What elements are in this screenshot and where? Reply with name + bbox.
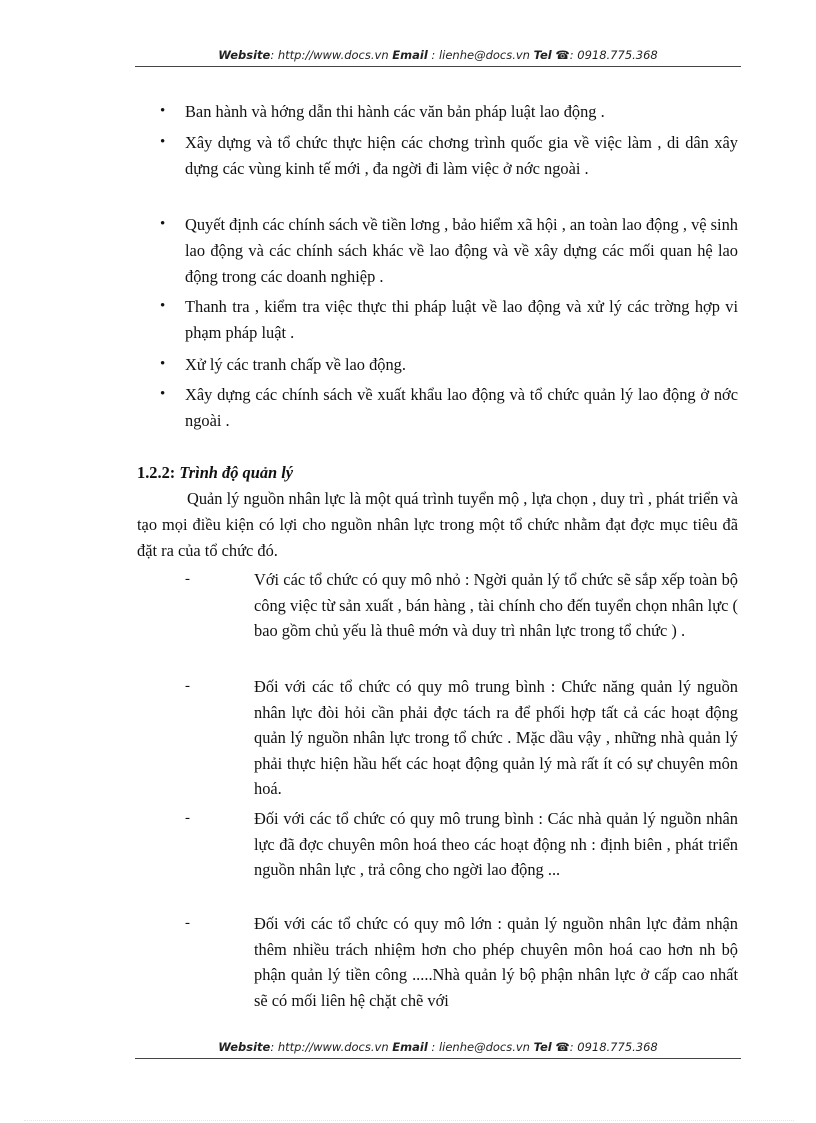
dash-item: Với các tổ chức có quy mô nhỏ : Ngời quản lý tổ chức sẽ sắp xếp toàn bộ công việc từ sản xuất , bán hàng , tài chính cho đến tuyển chọn nhân lực ( bao gồm chủ yếu là thuê mớn và duy trì nhân lực trong tổ chức ) . [254, 570, 738, 640]
phone-icon: ☎ [555, 1040, 570, 1054]
dash-item: Đối với các tổ chức có quy mô trung bình : Chức năng quản lý nguồn nhân lực đòi hỏi cần phải đợc tách ra để phối hợp tất cả các hoạt động quản lý nguồn nhân lực trong tổ chức . Mặc dầu vậy , những nhà quản lý phải thực hiện hầu hết các hoạt động quản lý mà rất ít có sự chuyên môn hoá. [254, 677, 738, 798]
section-heading [137, 460, 293, 486]
bullet-item: Xây dựng và tổ chức thực hiện các chơng trình quốc gia về việc làm , di dân xây dựng các vùng kinh tế mới , đa ngời đi làm việc ở nớc ngoài . [185, 133, 738, 178]
phone-icon: ☎ [555, 48, 570, 62]
footer-rule [135, 1058, 741, 1059]
tel-label: Tel [533, 1040, 552, 1054]
bullet-item: Thanh tra , kiểm tra việc thực thi pháp luật về lao động và xử lý các trờng hợp vi phạm pháp luật . [185, 297, 738, 342]
page-bottom-dotted-line [24, 1120, 794, 1121]
dash-icon: - [185, 915, 190, 931]
bullet-item: Ban hành và hớng dẫn thi hành các văn bản pháp luật lao động . [185, 102, 605, 121]
bullet-item: Quyết định các chính sách về tiền lơng , bảo hiểm xã hội , an toàn lao động , vệ sinh lao động và các chính sách khác về lao động và về xây dựng các mối quan hệ lao động trong các doanh nghiệp . [185, 215, 738, 286]
tel-label: Tel [533, 48, 552, 62]
bullet-icon: • [160, 134, 166, 150]
bullet-icon: • [160, 356, 166, 372]
website-label: Website [218, 48, 271, 62]
dash-item: Đối với các tổ chức có quy mô trung bình : Các nhà quản lý nguồn nhân lực đã đợc chuyên môn hoá theo các hoạt động nh : định biên , phát triển nguồn nhân lực , trả công cho ngời lao động ... [254, 809, 738, 879]
bullet-icon: • [160, 298, 166, 314]
tel-value: : 0918.775.368 [569, 1040, 658, 1054]
page-footer [135, 1040, 741, 1054]
dash-item: Đối với các tổ chức có quy mô lớn : quản lý nguồn nhân lực đảm nhận thêm nhiều trách nhiệm hơn cho phép chuyên môn hoá cao hơn nh bộ phận quản lý tiền công .....Nhà quản lý bộ phận nhân lực ở cấp cao nhất sẽ có mối liên hệ chặt chẽ với [254, 914, 738, 1010]
bullet-item: Xử lý các tranh chấp về lao động. [185, 355, 406, 374]
page-header [135, 48, 741, 62]
email-value[interactable]: : lienhe@docs.vn [431, 1040, 530, 1054]
tel-value: : 0918.775.368 [569, 48, 658, 62]
email-label: Email [392, 1040, 428, 1054]
website-url[interactable]: : http://www.docs.vn [270, 1040, 389, 1054]
bullet-icon: • [160, 386, 166, 402]
bullet-item: Xây dựng các chính sách về xuất khẩu lao động và tổ chức quản lý lao động ở nớc ngoài . [185, 385, 738, 430]
website-label: Website [218, 1040, 271, 1054]
website-url[interactable]: : http://www.docs.vn [270, 48, 389, 62]
bullet-icon: • [160, 216, 166, 232]
dash-icon: - [185, 571, 190, 587]
section-intro: Quản lý nguồn nhân lực là một quá trình tuyển mộ , lựa chọn , duy trì , phát triển và tạo mọi điều kiện có lợi cho nguồn nhân lực trong một tổ chức nhằm đạt đợc mục tiêu đã đặt ra của tổ chức đó. [137, 489, 738, 560]
section-number: 1.2.2: [137, 463, 176, 482]
dash-icon: - [185, 810, 190, 826]
email-label: Email [392, 48, 428, 62]
email-value[interactable]: : lienhe@docs.vn [431, 48, 530, 62]
bullet-icon: • [160, 103, 166, 119]
section-title: Trình độ quản lý [179, 463, 294, 482]
dash-icon: - [185, 678, 190, 694]
header-rule [135, 66, 741, 67]
